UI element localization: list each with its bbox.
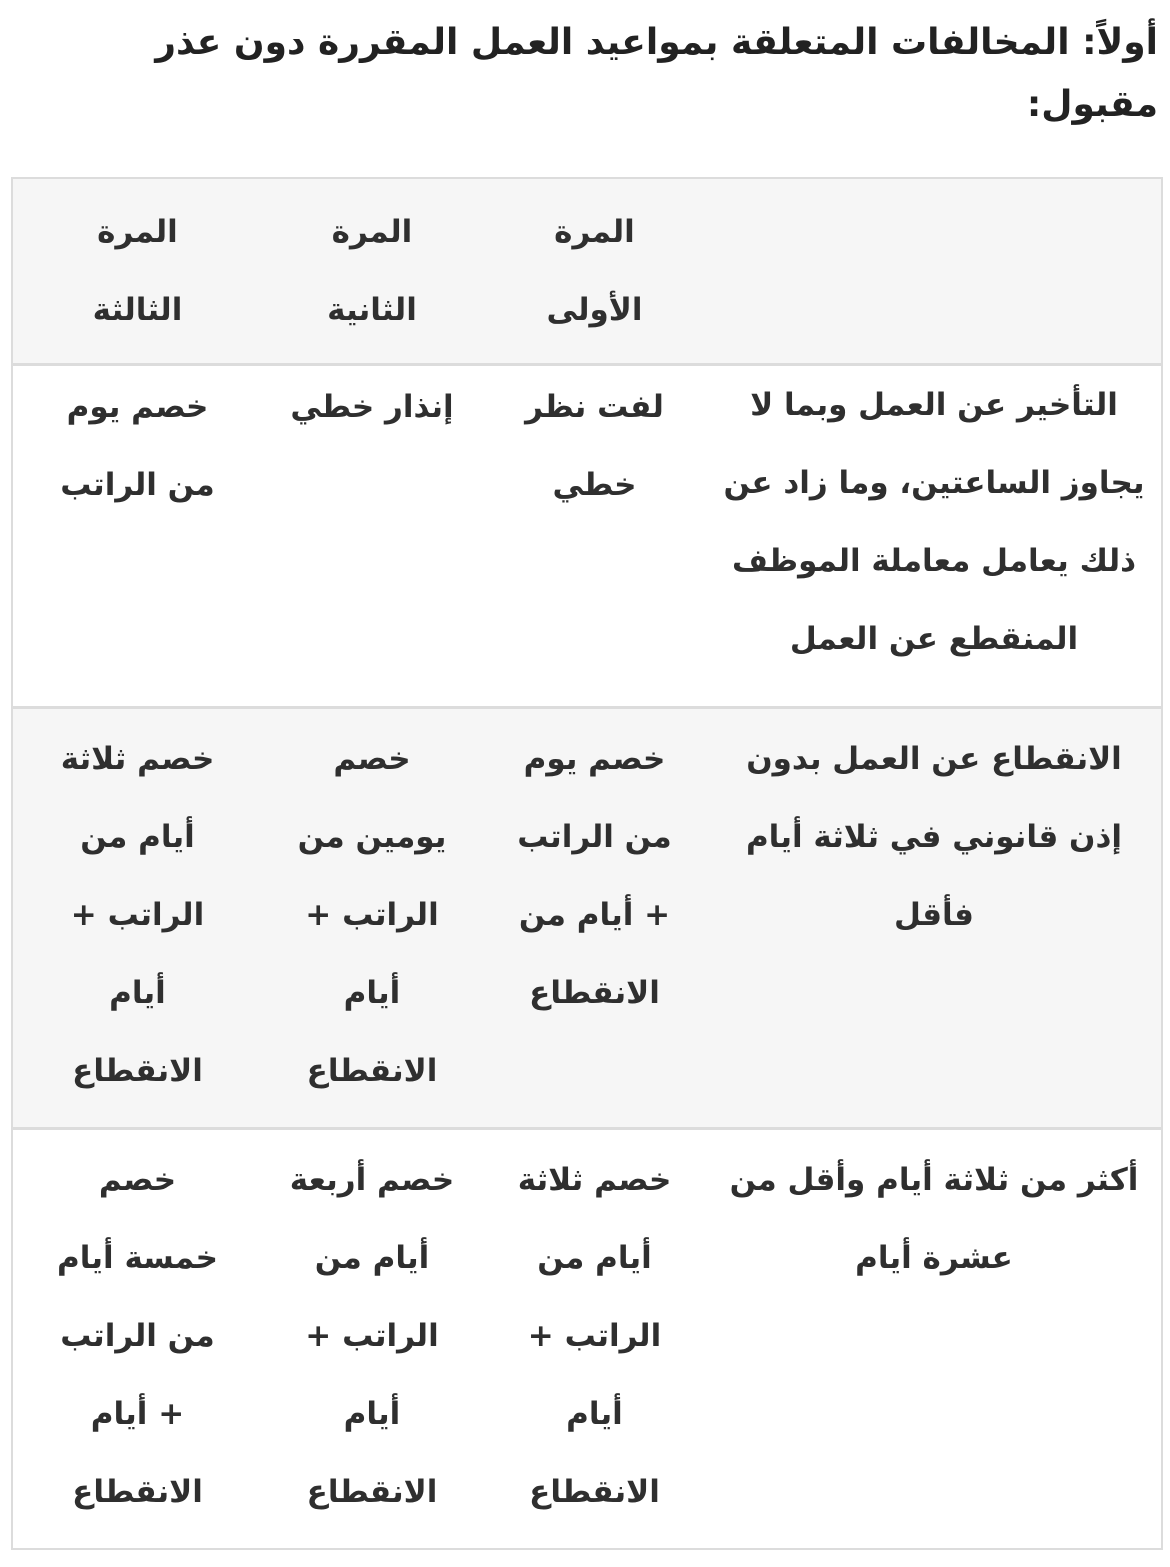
penalty-cell-second	[262, 365, 482, 708]
penalty-third: خصم ثلاثة أيام من الراتب + أيام الانقطاع	[60, 741, 215, 1089]
table-row	[12, 1129, 1162, 1550]
penalty-cell-first	[482, 1129, 707, 1550]
penalty-second: إنذار خطي	[290, 389, 454, 425]
header-violation-label	[707, 179, 1161, 193]
penalty-cell-first	[482, 708, 707, 1129]
table-header-row	[12, 178, 1162, 365]
penalty-third: خصم خمسة أيام من الراتب + أيام الانقطاع	[57, 1162, 218, 1510]
table-row	[12, 708, 1162, 1129]
penalty-first: لفت نظر خطي	[525, 389, 664, 503]
penalties-table	[11, 177, 1163, 1550]
header-cell-first	[482, 178, 707, 365]
header-cell-second	[262, 178, 482, 365]
penalty-second: خصم يومين من الراتب + أيام الانقطاع	[297, 741, 447, 1089]
table-row	[12, 365, 1162, 708]
violation-absence-long: أكثر من ثلاثة أيام وأقل من عشرة أيام	[729, 1162, 1139, 1276]
header-third-occurrence: المرة الثالثة	[92, 214, 183, 328]
penalty-first: خصم يوم من الراتب + أيام من الانقطاع	[517, 741, 672, 1011]
penalty-cell-third	[12, 365, 262, 708]
header-cell-violation	[707, 178, 1162, 365]
violation-cell	[707, 365, 1162, 708]
header-cell-third	[12, 178, 262, 365]
penalty-first: خصم ثلاثة أيام من الراتب + أيام الانقطاع	[517, 1162, 672, 1510]
penalty-cell-third	[12, 708, 262, 1129]
penalties-table-container	[11, 177, 1161, 1550]
penalty-cell-second	[262, 708, 482, 1129]
violation-cell	[707, 708, 1162, 1129]
penalty-second: خصم أربعة أيام من الراتب + أيام الانقطاع	[289, 1162, 455, 1510]
violation-absence-short: الانقطاع عن العمل بدون إذن قانوني في ثلاثة أيام فأقل	[745, 741, 1123, 933]
header-second-occurrence: المرة الثانية	[327, 214, 417, 328]
penalty-cell-third	[12, 1129, 262, 1550]
violation-cell	[707, 1129, 1162, 1550]
penalty-third: خصم يوم من الراتب	[60, 389, 215, 503]
penalty-cell-second	[262, 1129, 482, 1550]
violation-lateness: التأخير عن العمل وبما لا يجاوز الساعتين، وما زاد عن ذلك يعامل معاملة الموظف المنقطع عن العمل	[723, 387, 1145, 657]
page-title: أولاً: المخالفات المتعلقة بمواعيد العمل المقررة دون عذر مقبول:	[155, 22, 1158, 125]
penalty-cell-first	[482, 365, 707, 708]
header-first-occurrence: المرة الأولى	[546, 214, 643, 328]
